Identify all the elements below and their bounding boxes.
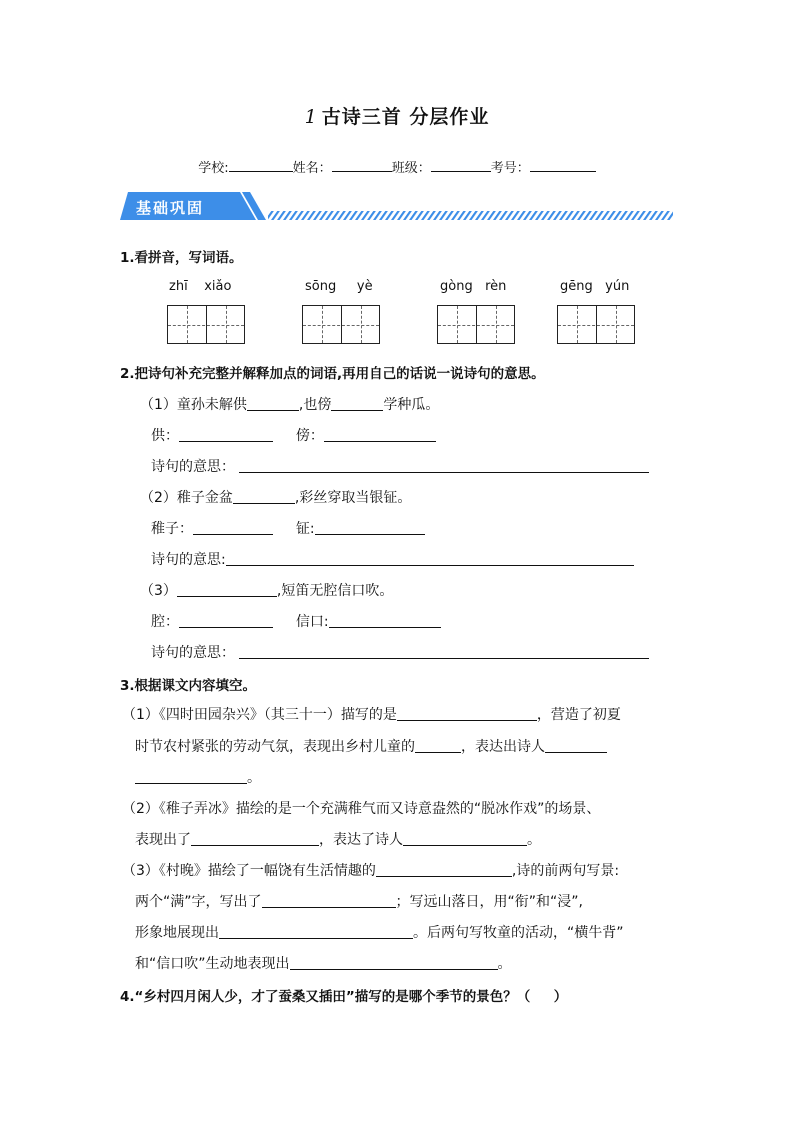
q2-p1-blank-1[interactable] [247,396,299,411]
q3-s2-blank-1[interactable] [191,831,319,846]
school-blank[interactable] [229,159,293,172]
q3-s1-part-c: 时节农村紧张的劳动气氛，表现出乡村儿童的 [135,739,415,755]
q1-label: 1.看拼音，写词语。 [120,250,243,266]
q2-poem-3 [140,580,393,600]
banner-label: 基础巩固 [136,199,205,217]
q2-p1-part-b: ,也傍 [298,397,332,413]
q2-p2-blank-1[interactable] [233,489,295,504]
title-text: 古诗三首 分层作业 [321,106,490,128]
q3-s2-part-b: 表现出了 [135,832,191,848]
q3-s1-blank-3[interactable] [545,738,607,753]
q2-p2-word-1: 稚子： [151,521,193,537]
q3-s1-line3 [135,767,261,787]
q3-s1-line1 [122,704,621,724]
q3-label: 3.根据课文内容填空。 [120,678,257,694]
q3-s2-part-c: ，表达了诗人 [319,832,403,848]
q2-p2-meaning-blank[interactable] [226,551,634,566]
q3-s3-blank-4[interactable] [290,955,498,970]
q2-p3-meaning-label: 诗句的意思： [151,645,235,661]
class-blank[interactable] [431,159,491,172]
q1-pinyin-4: gēng yún [560,279,630,294]
q2-p1-word-1: 供： [151,428,179,444]
q3-s3-part-g: 和“信口吹”生动地表现出 [135,956,290,972]
q3-s3-blank-3[interactable] [219,924,413,939]
q1-writing-grid-1[interactable] [167,305,245,344]
q2-p2-word-2: 钲: [295,521,315,537]
exam-label: 考号： [490,161,530,176]
q3-s3-line3 [135,922,624,942]
q1-pinyin-3: gòng rèn [440,279,507,294]
school-label: 学校: [198,161,229,176]
q3-s2-part-a: （2）《稚子弄冰》描绘的是一个充满稚气而又诗意盎然的“脱冰作戏”的场景、 [122,801,601,817]
q2-p3-part-a: （3） [140,583,177,599]
q2-p3-meaning [151,642,649,662]
section-banner [118,190,678,226]
q2-p3-word-2: 信口: [295,614,329,630]
q1-writing-grid-3[interactable] [437,305,515,344]
q1-writing-grid-2[interactable] [302,305,380,344]
q2-p3-part-b: ,短笛无腔信口吹。 [276,583,394,599]
q3-s1-part-a: （1）《四时田园杂兴》（其三十一）描写的是 [122,707,397,723]
q3-s3-line1 [122,860,619,880]
q3-s2-line1 [122,798,600,818]
q4-label: 4.“乡村四月闲人少，才了蚕桑又插田”描写的是哪个季节的景色？（ ） [120,989,568,1005]
q2-p2-part-a: （2）稚子金盆 [140,490,233,506]
q2-p3-word-1: 腔： [151,614,179,630]
q2-poem-1 [140,394,439,414]
q2-p3-word-1-blank[interactable] [179,613,273,628]
q2-label: 2.把诗句补充完整并解释加点的词语,再用自己的话说一说诗句的意思。 [120,366,545,382]
q2-p2-word-2-blank[interactable] [315,520,425,535]
q2-p1-words [151,425,436,445]
q2-p2-meaning-label: 诗句的意思: [151,552,226,568]
title-number: 1 [304,106,318,128]
q3-s3-line4 [135,953,512,973]
page-title [0,102,794,129]
q2-p1-word-1-blank[interactable] [179,427,273,442]
q3-s3-part-a: （3）《村晚》描绘了一幅饶有生活情趣的 [122,863,376,879]
q2-p3-blank-1[interactable] [177,582,277,597]
q3-s3-part-d: ；写远山落日，用“衔”和“浸”, [395,894,583,910]
q3-s1-blank-1[interactable] [397,706,537,721]
q2-p1-blank-2[interactable] [331,396,383,411]
q3-s3-line2 [135,891,583,911]
q3-s2-blank-2[interactable] [403,831,527,846]
q2-poem-2 [140,487,411,507]
q2-p2-word-1-blank[interactable] [193,520,273,535]
q2-p1-part-a: （1）童孙未解供 [140,397,247,413]
q3-s1-blank-2[interactable] [415,738,461,753]
q2-p1-meaning-label: 诗句的意思： [151,459,235,475]
name-blank[interactable] [332,159,392,172]
q2-p3-meaning-blank[interactable] [239,644,649,659]
q3-s3-blank-2[interactable] [262,893,396,908]
q2-p1-meaning-blank[interactable] [239,458,649,473]
q2-p3-word-2-blank[interactable] [329,613,441,628]
q3-s3-part-f: 。后两句写牧童的活动，“横牛背” [413,925,624,941]
q3-s3-blank-1[interactable] [376,862,512,877]
q3-s2-part-d: 。 [527,832,541,848]
q2-p1-word-2: 傍： [295,428,324,444]
q3-s1-line2 [135,736,607,756]
q2-p1-meaning [151,456,649,476]
q3-s1-part-e: 。 [247,770,261,786]
q2-p1-word-2-blank[interactable] [324,427,436,442]
q3-s1-part-b: ，营造了初夏 [536,707,621,723]
q2-p1-part-c: 学种瓜。 [383,397,440,413]
class-label: 班级： [391,161,431,176]
q1-pinyin-1: zhī xiǎo [169,279,232,294]
q3-s3-part-c: 两个“满”字，写出了 [135,894,262,910]
q2-p3-words [151,611,441,631]
q2-p2-part-b: ,彩丝穿取当银钲。 [294,490,412,506]
q3-s3-part-h: 。 [497,956,512,972]
student-info-line [0,157,794,176]
q1-pinyin-2: sōng yè [305,279,373,294]
q3-s3-part-b: ,诗的前两句写景: [511,863,620,879]
q3-s3-part-e: 形象地展现出 [135,925,219,941]
q3-s2-line2 [135,829,541,849]
q1-writing-grid-4[interactable] [557,305,635,344]
exam-blank[interactable] [530,159,596,172]
q2-p2-words [151,518,425,538]
name-label: 姓名： [292,161,332,176]
q3-s1-blank-4[interactable] [135,769,247,784]
q3-s1-part-d: ，表达出诗人 [461,739,545,755]
q2-p2-meaning [151,549,634,569]
